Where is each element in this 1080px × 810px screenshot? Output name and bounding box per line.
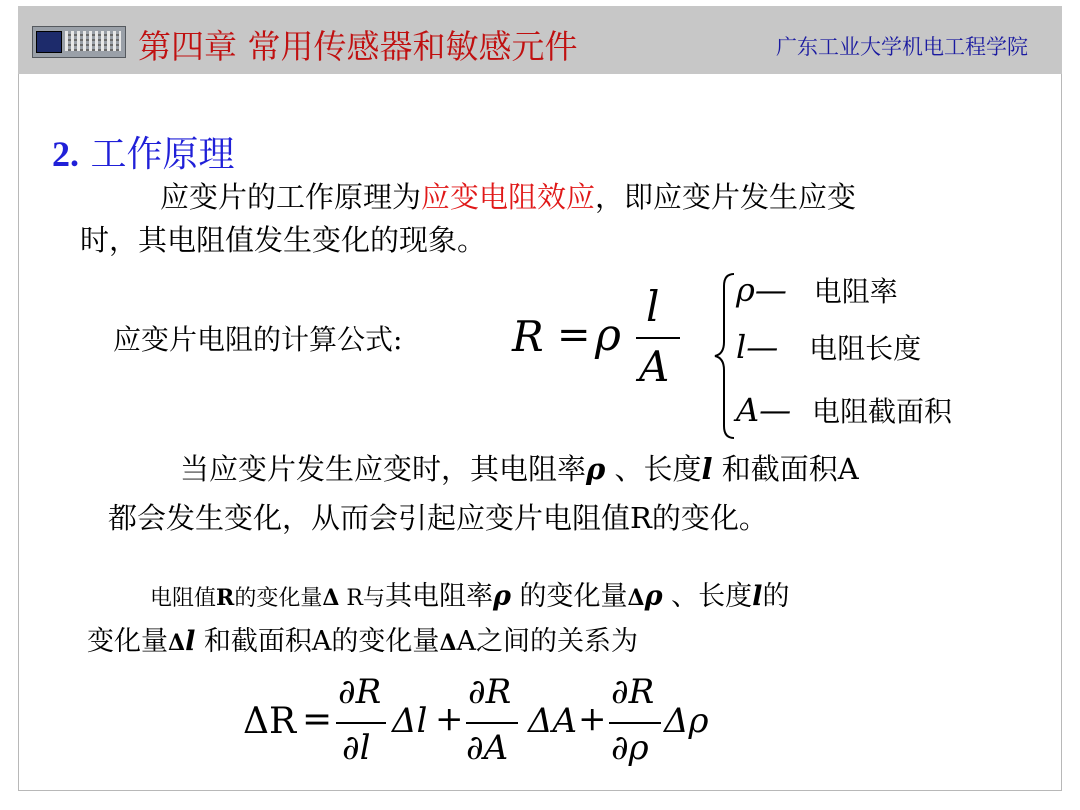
def-length [736, 327, 921, 367]
principle-text: 应变片的工作原理为 [160, 180, 422, 214]
change-line-2: 都会发生变化，从而会引起应变片电阻值R的变化。 [108, 501, 768, 535]
plus-1: + [435, 699, 464, 739]
term3-numerator: ∂R [611, 672, 655, 712]
relation-text: R与 [339, 586, 385, 611]
def-meaning: 电阻率 [813, 275, 898, 308]
delta-symbol: Δ [322, 585, 340, 611]
oscilloscope-logo-icon [32, 26, 126, 58]
relation-text: 的变化量 [510, 581, 628, 612]
formula-rho: ρ [595, 310, 621, 361]
def-resistivity [736, 270, 898, 310]
l-symbol: l [752, 581, 763, 612]
rho-symbol: ρ [492, 581, 511, 612]
def-symbol: A— [736, 391, 792, 429]
principle-line-2: 时，其电阻值发生变化的现象。 [80, 223, 487, 257]
slide-header [18, 6, 1062, 74]
rho-symbol: ρ [644, 581, 663, 612]
section-heading [52, 126, 234, 177]
change-text: 、长度 [605, 452, 702, 486]
term1-variable: Δl [392, 701, 428, 741]
relation-text: 的 [762, 581, 790, 612]
term2-variable: ΔA [528, 701, 578, 741]
delta-symbol: Δ [627, 585, 645, 611]
relation-text: 、长度 [662, 581, 753, 612]
term1-numerator: ∂R [338, 672, 382, 712]
l-symbol: l [701, 452, 713, 486]
relation-text: 电阻值 [150, 586, 217, 611]
term1-fraction-bar [336, 722, 386, 724]
change-text: 当应变片发生应变时，其电阻率 [180, 452, 587, 486]
r-symbol: R [216, 585, 235, 611]
school-name: 广东工业大学机电工程学院 [776, 35, 1028, 59]
rho-symbol: ρ [586, 452, 606, 486]
delta-symbol: Δ [168, 630, 186, 656]
chapter-title: 第四章 常用传感器和敏感元件 [138, 27, 578, 66]
formula-numerator: l [646, 282, 660, 331]
relation-line-2 [87, 621, 638, 664]
relation-text: 变化量 [87, 626, 168, 657]
term1-denominator: ∂l [342, 728, 371, 768]
term2-denominator: ∂A [466, 728, 509, 768]
def-symbol: ρ— [736, 271, 787, 309]
term2-fraction-bar [466, 722, 518, 724]
relation-text: 和截面积A的变化量 [195, 626, 440, 657]
term3-variable: Δρ [664, 701, 709, 741]
change-line-1 [180, 448, 859, 490]
def-area [736, 390, 952, 430]
def-meaning: 电阻长度 [809, 332, 922, 365]
term2-numerator: ∂R [468, 672, 512, 712]
def-meaning: 电阻截面积 [812, 395, 953, 428]
relation-line-1 [150, 576, 789, 620]
relation-text: 其电阻率 [384, 581, 493, 612]
diff-lhs: ΔR [243, 701, 297, 742]
formula-label: 应变片电阻的计算公式: [113, 323, 403, 356]
section-title: 工作原理 [90, 134, 235, 175]
left-brace-icon [712, 270, 738, 442]
delta-symbol: Δ [439, 630, 457, 656]
principle-line-1 [160, 176, 856, 218]
def-symbol: l— [736, 328, 779, 366]
plus-2: + [578, 699, 607, 739]
formula-r: R [512, 312, 544, 361]
term3-denominator: ∂ρ [611, 728, 649, 768]
relation-text: A之间的关系为 [456, 626, 639, 657]
fraction-bar [636, 337, 680, 339]
principle-text-tail: ，即应变片发生应变 [595, 180, 857, 214]
diff-eq: = [302, 699, 333, 740]
l-symbol: l [185, 626, 196, 657]
section-number: 2. [52, 134, 79, 174]
formula-eq: = [557, 312, 591, 358]
change-text: 和截面积A [712, 452, 859, 486]
formula-denominator: A [639, 342, 670, 391]
relation-text: 的变化量 [234, 586, 323, 611]
term3-fraction-bar [609, 722, 661, 724]
highlight-term: 应变电阻效应 [421, 180, 596, 214]
